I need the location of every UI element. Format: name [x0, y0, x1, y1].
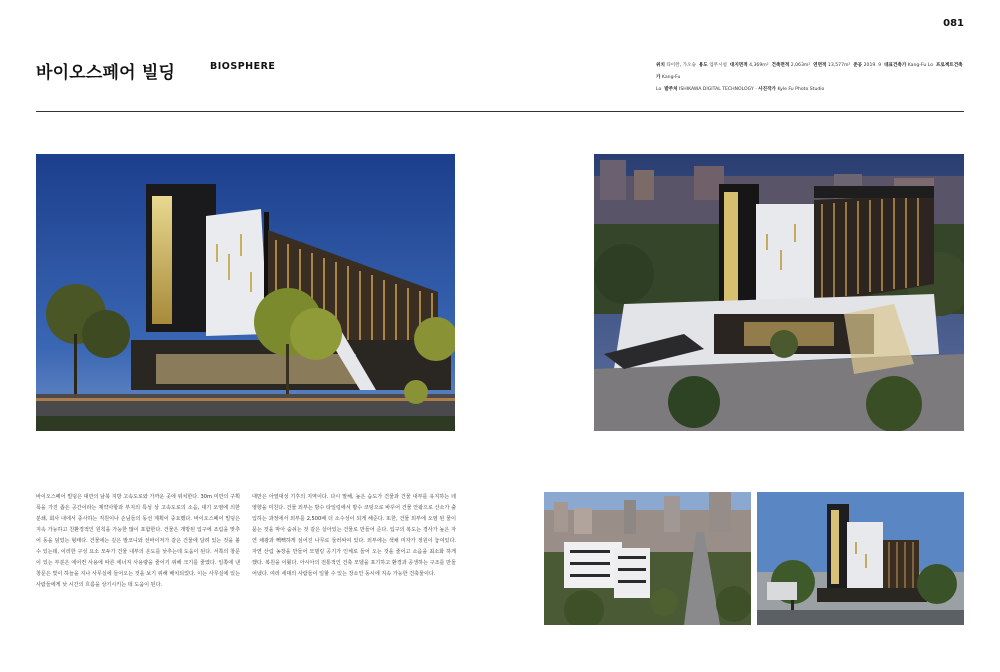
info-value-building-area: 2,063m² [790, 63, 811, 68]
body-paragraph: 대만은 아열대성 기후의 지역이다. 다시 말해, 높은 습도가 건물과 건물 내부를 유지하는 데 영향을 미친다. 건물 외부는 방수 타일링에서 방수 코팅으로 바꾸어 건물 안팎으로 산소가 출입하는 과정에서 외부를 2,500배 더 소수성이 되게 해준다. 또한, 건물 외부에 오염 된 물이 묻는 것을 막아 숨쉬는 것 같은 살아있는 건물로 만들어 준다. 입구의 복도는 경사가 높은 자연 채광과 빽빽하게 심어진 나무로 둘러싸여 있다. 외부에는 색채 미자가 정원이 놓여있다. 자연 산림 농장을 만들어 모델링 공기가 인체로 들어 오는 것을 줄이고 소음을 최소화 하게 했다. 복원을 이뤘다. 아시아의 전통적인 건축 모델을 포기하고 환경과 공생하는 구조를 만들어냈다. 여러 세대의 사람들이 일할 수 있는 장소인 동시에 지속 가능한 건축물이다. [252, 494, 456, 577]
project-info-line-1 [656, 60, 966, 84]
body-text-column-2 [252, 492, 456, 580]
street-view-photo [757, 492, 964, 625]
project-title-korean: 바이오스페어 빌딩 [36, 63, 176, 83]
body-paragraph: 바이오스페어 빌딩은 대만의 남북 지방 고속도로와 가까운 곳에 위치한다. 30m 미만의 구획 폭을 가진 좁은 공간이라는 제약사항과 부지의 특성 상 고속도로의 소음, 대기 오염에 의한 분쇄, 회사 내에서 종사하는 직원이나 손님들의 동선 계획이 중요했다. 바이오스페어 빌딩은 지속 가능하고 친환경적인 원칙을 가능한 많이 포함한다. 건물은 개방된 입구에 조림을 맞추어 동을 덮었는 형태다. 건물에는 깊은 발코니와 선바이저가 같은 건물에 달려 있는 것을 볼 수 있는데, 이러한 구성 요소 모두가 건물 내부의 온도를 낮추는데 도움이 된다. 서쪽의 창문이 있는 부분은 에어컨 사용에 따른 에너지 사용량을 줄이기 위해 크기를 줄였다. 일쪽에 낸 창문은 빛이 하늘을 지나 사무실에 들어오는 것을 보기 위해 배치되었다. 이는 사무실에 있는 사람들에게 낮 시간의 흐름을 상기시키는 데 도움이 된다. [36, 494, 240, 588]
page-number: 081 [943, 18, 964, 29]
info-label-floor-area: 연면적 [813, 63, 827, 68]
info-label-site-area: 대지면적 [729, 63, 748, 68]
info-value-lead-architect: Kang-Fu Lo [907, 63, 934, 68]
info-value-completion: 2019. 9 [863, 63, 882, 68]
building-aerial-photo [594, 154, 964, 431]
info-label-project-architect: 프로젝트건축가 [656, 63, 963, 80]
info-label-building-area: 건축면적 [771, 63, 790, 68]
project-title-english: BIOSPHERE [210, 61, 276, 72]
info-label-use: 용도 [698, 63, 708, 68]
info-value-project-architect: Kang-Fu [661, 75, 681, 80]
info-value-project-architect-cont: Lo [656, 87, 662, 92]
info-value-location: 타이완, 가오슝 [666, 63, 696, 68]
info-label-completion: 준공 [853, 63, 863, 68]
info-value-site-area: 4,369m² [749, 63, 769, 68]
body-text-column-1 [36, 492, 240, 591]
project-info [656, 60, 966, 96]
city-context-photo [544, 492, 751, 625]
info-label-client: 발주처 [664, 87, 678, 92]
info-value-client: ISHIKAWA DIGITAL TECHNOLOGY [679, 87, 754, 92]
building-dusk-photo [36, 154, 455, 431]
info-value-photographer: Kyle Fu Photo Studio [777, 87, 825, 92]
info-value-use: 업무시설 [709, 63, 727, 68]
info-label-lead-architect: 대표건축가 [884, 63, 907, 68]
info-label-photographer: 사진작가 [758, 87, 776, 92]
project-info-line-2: Lo 발주처 ISHIKAWA DIGITAL TECHNOLOGY · 사진작가 Kyle Fu Photo Studio [656, 87, 825, 92]
info-value-floor-area: 13,577m² [827, 63, 851, 68]
header-divider [36, 111, 964, 112]
info-label-location: 위치 [656, 63, 665, 68]
